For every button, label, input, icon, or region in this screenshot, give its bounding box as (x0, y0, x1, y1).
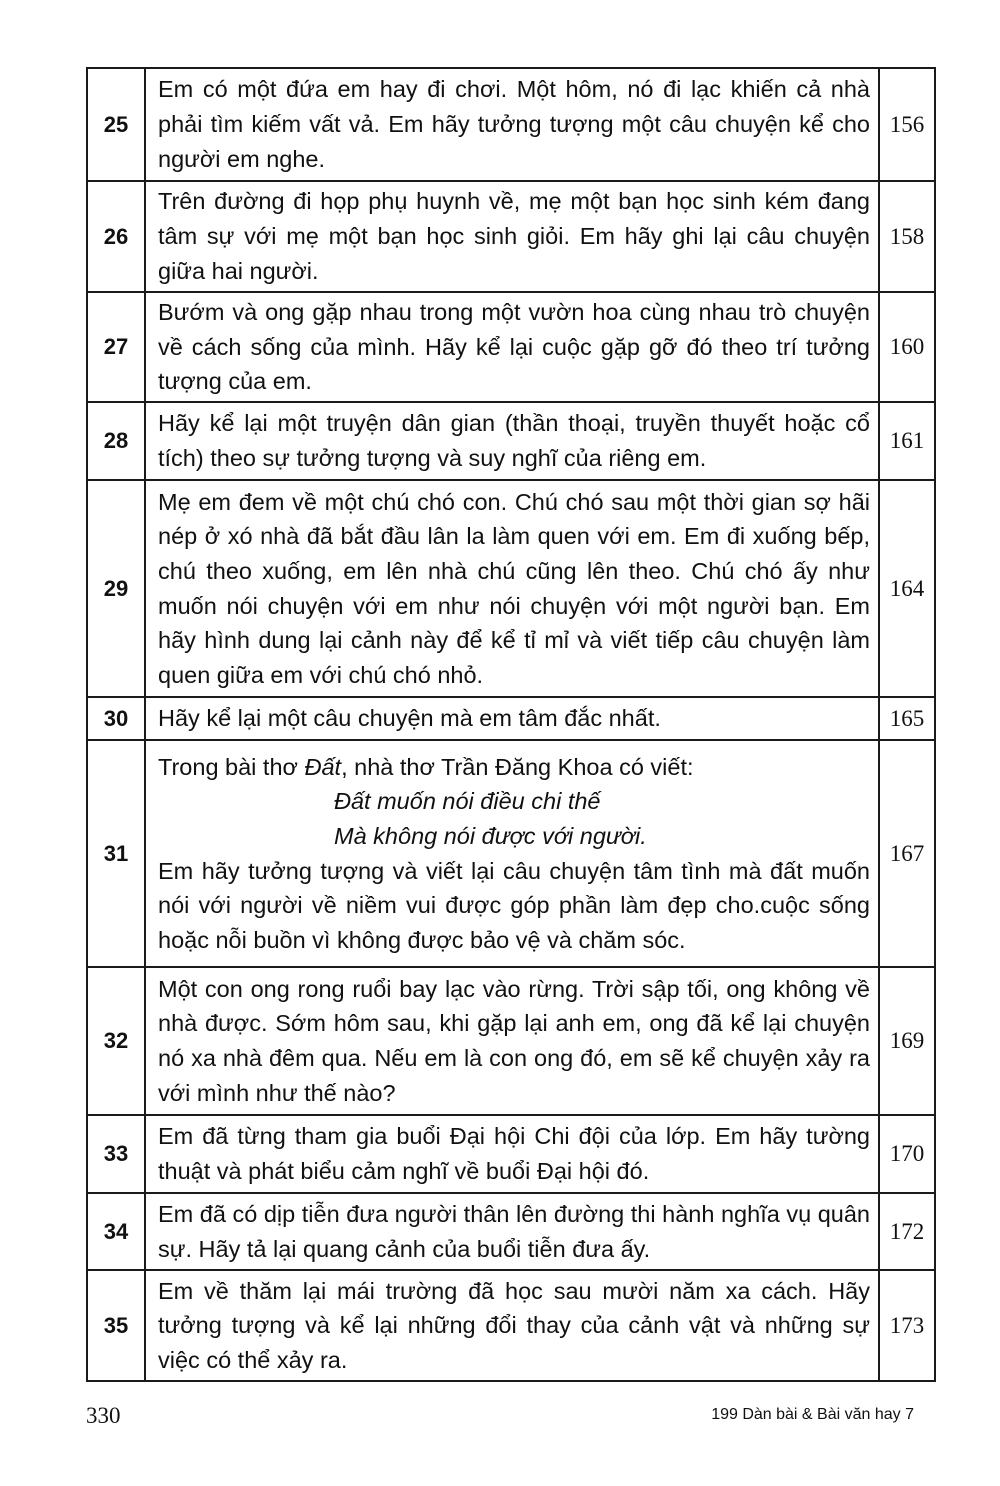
poem-verse-1: Đất muốn nói điều chi thế (334, 788, 601, 815)
row-page: 158 (879, 181, 935, 292)
row-topic: Em về thăm lại mái trường đã học sau mười năm xa cách. Hãy tưởng tượng và kể lại những đổi thay của cảnh vật và những sự việc có thể xảy ra. (145, 1270, 879, 1381)
table-row (87, 181, 935, 292)
table-row (87, 1115, 935, 1193)
row-topic: Hãy kể lại một câu chuyện mà em tâm đắc nhất. (145, 697, 879, 740)
poem-title: Đất (304, 753, 342, 780)
footer-book-title: 199 Dàn bài & Bài văn hay 7 (711, 1406, 914, 1423)
footer-page-number: 330 (86, 1403, 121, 1428)
table-row (87, 480, 935, 697)
row-page: 164 (879, 480, 935, 697)
row-topic: Trên đường đi họp phụ huynh về, mẹ một bạn học sinh kém đang tâm sự với mẹ một bạn học sinh giỏi. Em hãy ghi lại câu chuyện giữa hai người. (145, 181, 879, 292)
row-page: 160 (879, 292, 935, 402)
row-topic (145, 740, 879, 967)
row-page: 161 (879, 402, 935, 480)
row-topic: Bướm và ong gặp nhau trong một vườn hoa cùng nhau trò chuyện về cách sống của mình. Hãy kể lại cuộc gặp gỡ đó theo trí tưởng tượng của em. (145, 292, 879, 402)
row-page: 167 (879, 740, 935, 967)
row-number: 28 (87, 402, 145, 480)
row-number: 29 (87, 480, 145, 697)
row-page: 172 (879, 1193, 935, 1270)
row-topic: Mẹ em đem về một chú chó con. Chú chó sau một thời gian sợ hãi nép ở xó nhà đã bắt đầu lân la làm quen với em. Em đi xuống bếp, chú theo xuống, em lên nhà chú cũng lên theo. Chú chó ấy như muốn nói chuyện với em như nói chuyện với một người bạn. Em hãy hình dung lại cảnh này để kể tỉ mỉ và viết tiếp câu chuyện làm quen giữa em với chú chó nhỏ. (145, 480, 879, 697)
row-number: 32 (87, 967, 145, 1115)
row-number: 27 (87, 292, 145, 402)
table-row (87, 68, 935, 181)
table-row (87, 967, 935, 1115)
table-row (87, 1193, 935, 1270)
row-page: 156 (879, 68, 935, 181)
poem-outro: Em hãy tưởng tượng và viết lại câu chuyện tâm tình mà đất muốn nói với người về niềm vui được góp phần làm đẹp cho.cuộc sống hoặc nỗi buồn vì không được bảo vệ và chăm sóc. (158, 857, 870, 954)
toc-table (86, 67, 936, 1382)
row-page: 169 (879, 967, 935, 1115)
row-number: 25 (87, 68, 145, 181)
row-number: 31 (87, 740, 145, 967)
row-page: 170 (879, 1115, 935, 1193)
row-topic: Em đã từng tham gia buổi Đại hội Chi đội của lớp. Em hãy tường thuật và phát biểu cảm nghĩ về buổi Đại hội đó. (145, 1115, 879, 1193)
row-number: 26 (87, 181, 145, 292)
row-number: 35 (87, 1270, 145, 1381)
table-row (87, 697, 935, 740)
poem-verse-2: Mà không nói được với người. (334, 822, 647, 849)
row-topic: Em đã có dịp tiễn đưa người thân lên đường thi hành nghĩa vụ quân sự. Hãy tả lại quang cảnh của buổi tiễn đưa ấy. (145, 1193, 879, 1270)
poem-intro: Trong bài thơ Đất, nhà thơ Trần Đăng Khoa có viết: (158, 753, 694, 780)
row-topic: Em có một đứa em hay đi chơi. Một hôm, nó đi lạc khiến cả nhà phải tìm kiếm vất vả. Em hãy tưởng tượng một câu chuyện kể cho người em nghe. (145, 68, 879, 181)
row-number: 30 (87, 697, 145, 740)
row-page: 173 (879, 1270, 935, 1381)
table-row (87, 402, 935, 480)
row-page: 165 (879, 697, 935, 740)
table-row (87, 740, 935, 967)
row-topic: Hãy kể lại một truyện dân gian (thần thoại, truyền thuyết hoặc cổ tích) theo sự tưởng tượng và suy nghĩ của riêng em. (145, 402, 879, 480)
row-number: 34 (87, 1193, 145, 1270)
table-row (87, 292, 935, 402)
table-row (87, 1270, 935, 1381)
row-number: 33 (87, 1115, 145, 1193)
row-topic: Một con ong rong ruổi bay lạc vào rừng. Trời sập tối, ong không về nhà được. Sớm hôm sau, khi gặp lại anh em, ong đã kể lại chuyện nó xa nhà đêm qua. Nếu em là con ong đó, em sẽ kể chuyện xảy ra với mình như thế nào? (145, 967, 879, 1115)
